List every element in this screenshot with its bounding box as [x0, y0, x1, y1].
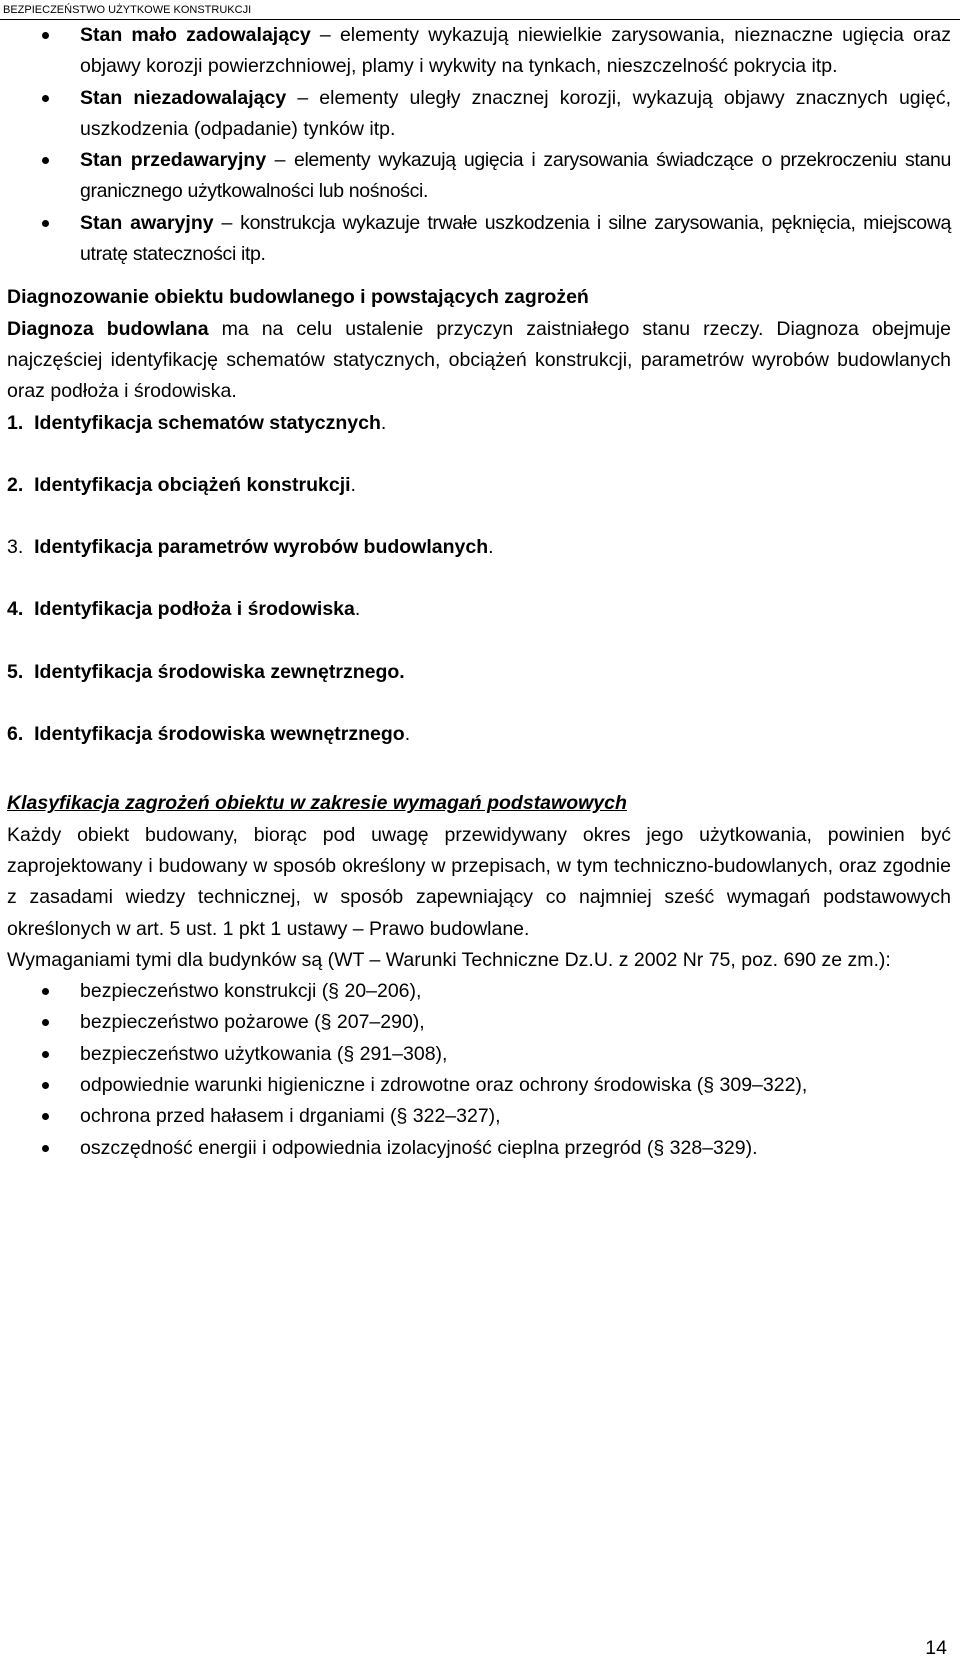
condition-list [7, 20, 951, 270]
condition-term: Stan niezadowalający [80, 86, 287, 109]
list-item: ochrona przed hałasem i drganiami (§ 322–327), [7, 1101, 951, 1132]
condition-term: Stan przedawaryjny [80, 149, 267, 172]
diagnosis-term: Diagnoza budowlana [7, 317, 209, 340]
bullet-icon [42, 1113, 49, 1120]
bullet-icon [42, 1051, 49, 1058]
list-item: oszczędność energii i odpowiednia izolacyjność cieplna przegród (§ 328–329). [7, 1133, 951, 1164]
condition-term: Stan awaryjny [80, 211, 214, 234]
bullet-icon [42, 1082, 49, 1089]
list-item: Stan przedawaryjny – elementy wykazują ugięcia i zarysowania świadczące o przekroczeniu stanu granicznego użytkowalności lub nośności. [7, 145, 951, 208]
condition-text: elementy wykazują ugięcia i zarysowania świadczące o przekroczeniu stanu granicznego użytkowalności lub nośności. [80, 149, 951, 203]
list-item: 3. Identyfikacja parametrów wyrobów budowlanych. [7, 536, 494, 559]
diagnosis-paragraph: Diagnoza budowlana ma na celu ustalenie przyczyn zaistniałego stanu rzeczy. Diagnoza obejmuje najczęściej identyfikację schematów statycznych, obciążeń konstrukcji, parametrów wyrobów budowlanych oraz podłoża i środowiska. [7, 317, 951, 403]
bullet-icon [42, 220, 49, 227]
condition-text: elementy wykazują niewielkie zarysowania, nieznaczne ugięcia oraz objawy korozji powierzchniowej, plamy i wykwity na tynkach, nieszczelność pokrycia itp. [80, 24, 951, 78]
bullet-icon [42, 1019, 49, 1026]
diagnosis-heading: Diagnozowanie obiektu budowlanego i powstających zagrożeń [7, 286, 589, 309]
running-header [0, 0, 960, 20]
bullet-icon [42, 95, 49, 102]
header-title: BEZPIECZEŃSTWO UŻYTKOWE KONSTRUKCJI [3, 4, 252, 16]
list-item: 4. Identyfikacja podłoża i środowiska. [7, 598, 361, 621]
list-item: Stan niezadowalający – elementy uległy znacznej korozji, wykazują objawy znacznych ugięć, uszkodzenia (odpadanie) tynków itp. [7, 83, 951, 146]
list-item: 1. Identyfikacja schematów statycznych. [7, 411, 387, 434]
requirements-intro: Wymaganiami tymi dla budynków są (WT – Warunki Techniczne Dz.U. z 2002 Nr 75, poz. 690 ze zm.): [7, 948, 891, 971]
list-item: bezpieczeństwo pożarowe (§ 207–290), [7, 1007, 951, 1038]
classification-heading: Klasyfikacja zagrożeń obiektu w zakresie wymagań podstawowych [7, 792, 627, 815]
classification-paragraph: Każdy obiekt budowany, biorąc pod uwagę przewidywany okres jego użytkowania, powinien być zaprojektowany i budowany w sposób określony w przepisach, w tym techniczno-budowlanych, oraz zgodnie z zasadami wiedzy technicznej, w sposób zapewniający co najmniej sześć wymagań podstawowych określonych w art. 5 ust. 1 pkt 1 ustawy – Prawo budowlane. [7, 823, 951, 940]
condition-text: elementy uległy znacznej korozji, wykazują objawy znacznych ugięć, uszkodzenia (odpadanie) tynków itp. [80, 86, 951, 140]
list-item: 2. Identyfikacja obciążeń konstrukcji. [7, 473, 356, 496]
bullet-icon [42, 1145, 49, 1152]
diagnosis-steps [7, 408, 951, 751]
bullet-icon [42, 32, 49, 39]
condition-term: Stan mało zadowalający [80, 24, 311, 46]
page-number: 14 [925, 1637, 947, 1659]
bullet-icon [42, 988, 49, 995]
list-item: Stan mało zadowalający – elementy wykazują niewielkie zarysowania, nieznaczne ugięcia oraz objawy korozji powierzchniowej, plamy i wykwity na tynkach, nieszczelność pokrycia itp. [7, 20, 951, 83]
page-content [7, 20, 951, 1164]
list-item: 6. Identyfikacja środowiska wewnętrznego. [7, 723, 411, 746]
list-item: odpowiednie warunki higieniczne i zdrowotne oraz ochrony środowiska (§ 309–322), [7, 1070, 951, 1101]
requirements-list [7, 976, 951, 1164]
list-item: bezpieczeństwo konstrukcji (§ 20–206), [7, 976, 951, 1007]
list-item: Stan awaryjny – konstrukcja wykazuje trwałe uszkodzenia i silne zarysowania, pęknięcia, miejscową utratę stateczności itp. [7, 208, 951, 271]
list-item: bezpieczeństwo użytkowania (§ 291–308), [7, 1039, 951, 1070]
list-item: 5. Identyfikacja środowiska zewnętrznego. [7, 660, 405, 683]
bullet-icon [42, 157, 49, 164]
condition-text: konstrukcja wykazuje trwałe uszkodzenia i silne zarysowania, pęknięcia, miejscową utratę stateczności itp. [80, 211, 952, 266]
